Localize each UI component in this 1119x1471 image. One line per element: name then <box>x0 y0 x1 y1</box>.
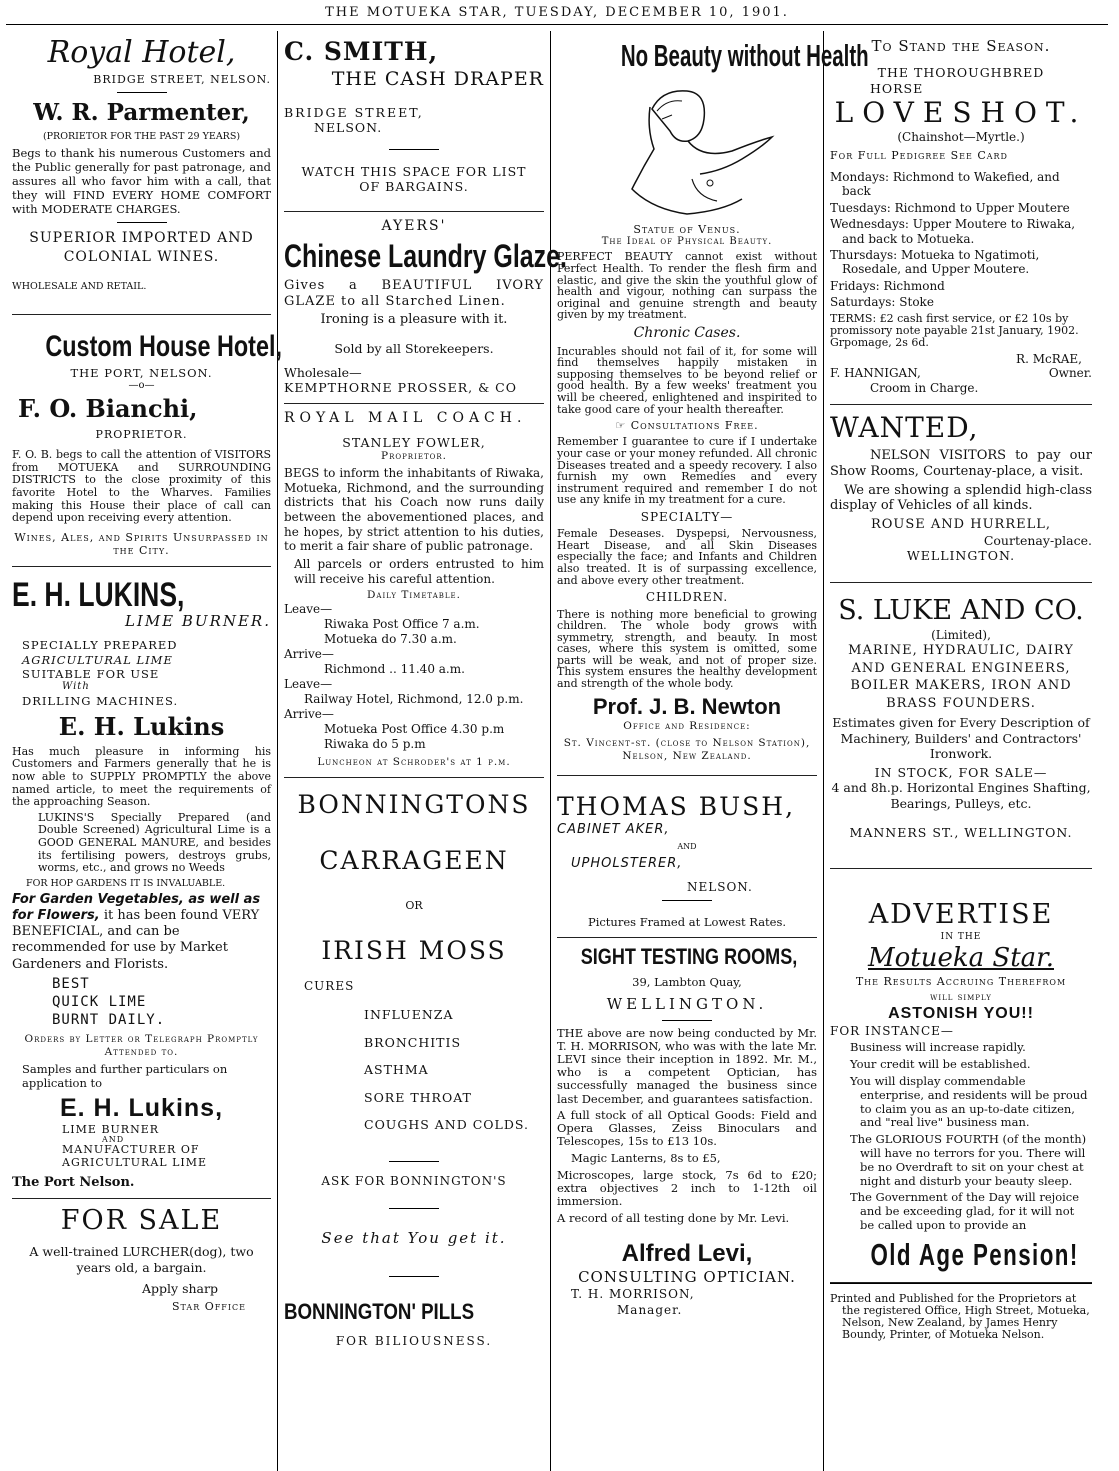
ayers-ironing: Ironing is a pleasure with it. <box>320 311 508 327</box>
royal-hotel-wines: SUPERIOR IMPORTED AND COLONIAL WINES. <box>29 230 254 265</box>
schedule-fridays: Fridays: Richmond <box>830 278 945 293</box>
hand-pointer-icon: ☞ <box>615 419 631 433</box>
sight-title: SIGHT TESTING ROOMS, <box>580 944 798 970</box>
bush-pictures: Pictures Framed at Lowest Rates. <box>587 915 787 930</box>
parmenter-name: W. R. Parmenter, <box>33 99 250 127</box>
wanted-address: Courtenay-place. <box>983 533 1092 549</box>
coach-time-4: Railway Hotel, Richmond, 12.0 p.m. <box>304 692 524 707</box>
column-1 <box>6 31 282 1471</box>
bonnington-or: OR <box>405 898 423 912</box>
lukins-line-4: With <box>62 681 90 693</box>
bonnington-cures: CURES <box>304 978 355 993</box>
bonnington-item-2: BRONCHITIS <box>364 1034 462 1050</box>
lukins-line-1: SPECIALLY PREPARED <box>22 638 178 653</box>
luke-line-3: 4 and 8h.p. Horizontal Engines Shafting, Bearings, Pulleys, etc. <box>831 780 1091 811</box>
column-4 <box>824 31 1098 1471</box>
bonnington-item-1: INFLUENZA <box>364 1007 454 1023</box>
for-sale-apply: Apply sharp <box>142 1280 218 1296</box>
coach-name: STANLEY FOWLER, <box>342 435 486 451</box>
lukins-line-5: DRILLING MACHINES. <box>22 693 179 708</box>
advertise-results: The Results Accruing Therefrom <box>855 974 1067 988</box>
newton-address: St. Vincent-st. (close to Nelson Station), Nelson, New Zealand. <box>563 737 811 762</box>
masthead: THE MOTUEKA STAR, TUESDAY, DECEMBER 10, 1901. <box>6 4 1108 25</box>
loveshot-line-2: HORSE <box>870 80 924 96</box>
sight-testing-ad <box>557 938 817 1326</box>
lukins-orders: Orders by Letter or Telegraph Promptly Attended to. <box>24 1033 259 1059</box>
luke-line-2: Estimates given for Every Description of Machinery, Builders' and Contractors' Ironwork. <box>832 715 1090 761</box>
wanted-city: WELLINGTON. <box>906 548 1016 564</box>
for-sale-body: A well-trained LURCHER(dog), two years old, a bargain. <box>29 1244 254 1275</box>
advertise-will: will simply <box>930 992 992 1004</box>
loveshot-ad <box>830 31 1092 405</box>
smith-watch: WATCH THIS SPACE FOR LIST OF BARGAINS. <box>301 164 527 195</box>
newton-consult: Consultations Free. <box>630 419 759 433</box>
imprint-text: Printed and Published for the Proprietors at the registered Office, High Street, Motueka, Nelson, New Zealand, by James Henry Boundy, Printer, of Motueka Nelson. <box>830 1291 1090 1341</box>
coach-time-1: Riwaka Post Office 7 a.m. <box>324 617 480 632</box>
ayers-body: Gives a BEAUTIFUL IVORY GLAZE to all Starched Linen. <box>284 277 544 309</box>
divider <box>389 149 439 150</box>
divider <box>117 92 167 93</box>
bonnington-title: BONNINGTONS <box>297 789 531 819</box>
newton-title: No Beauty without Health <box>620 38 869 73</box>
bush-line-2: UPHOLSTERER, <box>571 855 683 871</box>
sight-address: 39, Lambton Quay, <box>632 975 742 990</box>
sight-city: WELLINGTON. <box>606 995 768 1014</box>
morrison-name: T. H. MORRISON, <box>571 1286 695 1301</box>
newton-office: Office and Residence: <box>623 720 751 733</box>
levi-role: CONSULTING OPTICIAN. <box>578 1268 796 1287</box>
bonnington-ask: ASK FOR BONNINGTON'S <box>321 1173 507 1188</box>
lukins-body-1: Has much pleasure in informing his Customers and Farmers generally that he is now able to SUPPLY PROMPTLY the above named article, to meet the requirements of the approaching Season. <box>12 744 271 809</box>
bush-ad <box>557 776 817 939</box>
ayers-kempthorne: KEMPTHORNE PROSSER, & CO <box>284 379 517 395</box>
newton-para-1: PERFECT BEAUTY cannot exist without Perfect Health. To render the flesh firm and elastic, and give the skin the youthful glow of health and vigour, nothing can surpass the original and genuine strength and beauty given by my treatment. <box>557 250 817 322</box>
loveshot-owner-role: Owner. <box>1048 366 1092 381</box>
bonnington-see: See that You get it. <box>321 1229 507 1248</box>
lukins-garden-rest: it has been found VERY BENEFICIAL, and can be recommended for use by Market Gardeners and Florists. <box>12 907 260 972</box>
coach-arrive-1: Arrive— <box>284 647 334 662</box>
advertise-item-3: You will display commendable enterprise, and residents will be proud to claim you as an up-to-date citizen, and "real live" business man. <box>850 1074 1088 1130</box>
lukins-name-2: E. H. Lukins, <box>59 1094 224 1123</box>
parmenter-since: (PRORIETOR FOR THE PAST 29 YEARS) <box>42 131 241 143</box>
lukins-body-2: LUKINS'S Specially Prepared (and Double Screened) Agricultural Lime is a GOOD GENERAL MANURE, and besides its fertilising powers, destroys grubs, worms, etc., and grows no Weeds <box>38 810 271 875</box>
loveshot-groom: F. HANNIGAN, <box>830 366 921 381</box>
bonnington-irish-moss: IRISH MOSS <box>321 936 507 966</box>
newton-para-4: Female Deseases. Dyspepsi, Nervousness, Heart Disease, and all Skin Diseases especially the face; and Infants and Children also treated. It is of surpassing excellence, and above every other treatment. <box>557 527 817 587</box>
bush-line-1: CABINET AKER, <box>557 822 670 838</box>
advertise-for-instance: FOR INSTANCE— <box>830 1023 954 1038</box>
smith-title: C. SMITH, <box>284 37 439 66</box>
coach-leave-2: Leave— <box>284 677 333 692</box>
newton-para-2: Incurables should not fail of it, for some will find themselves happily mistaken in supposing themselves to be beyond relief or good health. By a few weeks' treatment you will be cheered, enlightened and inspirited to take good care of your health thereafter. <box>557 344 817 416</box>
ayers-title: Chinese Laundry Glaze. <box>284 237 567 274</box>
levi-name: Alfred Levi, <box>621 1240 753 1268</box>
royal-hotel-trade: WHOLESALE AND RETAIL. <box>12 280 147 292</box>
advertise-item-1: Business will increase rapidly. <box>850 1040 1026 1055</box>
coach-time-5: Motueka Post Office 4.30 p.m <box>324 722 505 737</box>
schedule-tuesdays: Tuesdays: Richmond to Upper Moutere <box>830 200 1070 215</box>
luke-address: MANNERS ST., WELLINGTON. <box>849 824 1073 840</box>
divider <box>389 1276 439 1277</box>
divider <box>117 222 167 223</box>
lukins-line-2: AGRICULTURAL LIME <box>22 652 173 667</box>
advertise-item-5: The Government of the Day will rejoice and be exceeding glad, for it will not be called upon to provide an <box>850 1190 1080 1233</box>
lukins-subtitle: LIME BURNER. <box>124 612 271 631</box>
columns <box>6 31 1108 1471</box>
lukins-best-3: BURNT DAILY. <box>52 1012 166 1029</box>
divider <box>389 1208 439 1209</box>
advertise-in: IN THE <box>940 932 982 943</box>
coach-luncheon: Luncheon at Schroder's at 1 p.m. <box>317 756 511 769</box>
custom-house-title: Custom House Hotel, <box>45 330 282 364</box>
wanted-title: WANTED, <box>830 410 979 444</box>
advertise-title: ADVERTISE <box>868 899 1054 931</box>
custom-house-ad <box>12 315 282 566</box>
mail-coach-ad <box>284 404 544 778</box>
lukins-samples: Samples and further particulars on application to <box>22 1062 228 1091</box>
newton-para-5: There is nothing more beneficial to growing children. The whole body grows with symmetry, strength, and beauty. In most cases, where this system is omitted, some parts will be weak, and not of proper size. This system ensures the healthy development and strength of the whole body. <box>557 607 817 690</box>
divider <box>662 1020 712 1021</box>
bonnington-pills: BONNINGTON' PILLS <box>284 1298 475 1324</box>
coach-parcels: All parcels or orders entrusted to him will receive his careful attention. <box>294 556 544 586</box>
smith-subtitle: THE CASH DRAPER <box>331 67 544 90</box>
column-3 <box>551 31 869 1471</box>
luke-limited: (Limited), <box>931 627 991 642</box>
loveshot-pedigree: (Chainshot—Myrtle.) <box>897 129 1025 144</box>
divider <box>662 900 712 901</box>
sight-para-1: THE above are now being conducted by Mr. T. H. MORRISON, who was with the late Mr. LEVI since their inception in 1892. Mr. M., who is a competent Optician, has successfully managed the business since last December, and guarantees satisfaction. <box>557 1025 817 1106</box>
ayers-wholesale: Wholesale— <box>284 364 362 380</box>
newton-caption-2: The Ideal of Physical Beauty. <box>601 236 773 248</box>
royal-hotel-title: Royal Hotel, <box>47 35 236 70</box>
lukins-footer-2: AND <box>102 1134 125 1144</box>
lukins-footer-1: LIME BURNER <box>62 1122 160 1136</box>
advertise-item-2: Your credit will be established. <box>850 1057 1031 1072</box>
lukins-footer-4: AGRICULTURAL LIME <box>62 1155 208 1169</box>
newton-chronic: Chronic Cases. <box>633 324 741 341</box>
ayers-top: AYERS' <box>381 217 447 234</box>
wanted-para-1: NELSON VISITORS to pay our Show Rooms, Courtenay-place, a visit. <box>830 447 1092 479</box>
for-sale-office: Star Office <box>172 1300 246 1314</box>
ayers-sold: Sold by all Storekeepers. <box>334 341 494 357</box>
lukins-name: E. H. Lukins <box>58 712 225 742</box>
loveshot-owner: R. McRAE, <box>1016 351 1082 366</box>
coach-time-3: Richmond .. 11.40 a.m. <box>324 662 465 677</box>
lukins-best-2: QUICK LIME <box>52 994 147 1011</box>
wanted-para-2: We are showing a splendid high-class display of Vehicles of all kinds. <box>830 482 1092 514</box>
custom-house-wines: Wines, Ales, and Spirits Unsurpassed in the City. <box>14 530 269 558</box>
luke-ad <box>830 583 1092 870</box>
newton-specialty: SPECIALTY— <box>640 509 734 524</box>
sight-para-5: A record of all testing done by Mr. Levi. <box>557 1211 790 1226</box>
custom-house-address: THE PORT, NELSON. <box>70 366 213 381</box>
imprint <box>830 1283 1092 1352</box>
lukins-garden: For Garden Vegetables, as well as for Flowers, <box>12 891 261 923</box>
lukins-line-3: SUITABLE FOR USE <box>22 667 160 682</box>
luke-title: S. LUKE AND CO. <box>838 594 1084 626</box>
coach-role: Proprietor. <box>381 450 447 463</box>
for-sale-ad <box>12 1199 271 1321</box>
lukins-best-1: BEST <box>52 975 90 992</box>
column-2 <box>278 31 567 1471</box>
bianchi-name: F. O. Bianchi, <box>18 394 198 424</box>
advertise-pension: Old Age Pension! <box>870 1236 1079 1272</box>
smith-address-1: BRIDGE STREET, <box>284 104 424 120</box>
loveshot-top: To Stand the Season. <box>871 37 1051 55</box>
bonnington-biliousness: FOR BILIOUSNESS. <box>335 1333 493 1348</box>
coach-timetable: Daily Timetable. <box>366 589 462 602</box>
coach-time-6: Riwaka do 5 p.m <box>324 737 426 752</box>
smith-ad <box>284 31 544 212</box>
lukins-hop: FOR HOP GARDENS IT IS INVALUABLE. <box>26 878 226 890</box>
sight-para-2: A full stock of all Optical Goods: Field and Opera Glasses, Zeiss Binoculars and Telescopes, 15s to £13 10s. <box>557 1107 817 1149</box>
sight-para-4: Microscopes, large stock, 7s 6d to £20; extra objectives 2 inch to 1-12th oil immersion. <box>557 1167 817 1208</box>
royal-hotel-ad <box>12 31 271 315</box>
newton-ad <box>557 31 869 776</box>
coach-time-2: Motueka do 7.30 a.m. <box>324 632 457 647</box>
sight-para-3: Magic Lanterns, 8s to £5, <box>571 1151 721 1166</box>
newton-caption-1: Statue of Venus. <box>633 222 741 236</box>
bonnington-item-4: SORE THROAT <box>364 1089 472 1105</box>
schedule-mondays: Mondays: Richmond to Wakefied, and back <box>830 169 1060 199</box>
bonnington-item-3: ASTHMA <box>364 1062 429 1078</box>
newton-para-3: Remember I guarantee to cure if I undertake your case or your money refunded. All chronic Diseases treated and a speedy recovery. I also furnish my own Remedies and every instrument required and remember I do not use any knife in my treatment for a cure. <box>557 435 817 507</box>
wanted-ad <box>830 405 1092 583</box>
lukins-port: The Port Nelson. <box>12 1174 135 1190</box>
divider <box>389 1161 439 1162</box>
bush-town: NELSON. <box>687 879 753 894</box>
morrison-role: Manager. <box>617 1303 683 1318</box>
lukins-footer-3: MANUFACTURER OF <box>62 1143 200 1157</box>
loveshot-line-1: THE THOROUGHBRED <box>877 65 1045 81</box>
schedule-thursdays: Thursdays: Motueka to Ngatimoti, Rosedale, and Upper Moutere. <box>830 247 1040 277</box>
loveshot-card: For Full Pedigree See Card <box>830 148 1008 162</box>
royal-hotel-address: BRIDGE STREET, NELSON. <box>93 73 271 86</box>
custom-house-body: F. O. B. begs to call the attention of VISITORS from MOTUEKA and SURROUNDING DISTRICTS to the close proximity of this favorite Hotel to the Wharves. Families making this House their place of call can depend upon receiving every attention. <box>12 447 271 525</box>
newton-children: CHILDREN. <box>645 590 729 605</box>
newton-name: Prof. J. B. Newton <box>592 693 782 719</box>
lukins-title: E. H. LUKINS, <box>12 575 185 614</box>
luke-stock: IN STOCK, FOR SALE— <box>874 765 1048 781</box>
advertise-item-4: The GLORIOUS FOURTH (of the month) will have no terrors for you. There will be no Overdraft to sit on your chest at night and disturb your beauty sleep. <box>850 1132 1087 1188</box>
bonnington-item-5: COUGHS AND COLDS. <box>364 1117 529 1133</box>
venus-statue-illustration <box>592 79 782 219</box>
lukins-ad <box>12 567 271 1200</box>
bonnington-carrageen: CARRAGEEN <box>319 846 509 876</box>
coach-arrive-2: Arrive— <box>284 707 334 722</box>
bush-title: THOMAS BUSH, <box>557 791 796 821</box>
wanted-name: ROUSE AND HURRELL, <box>870 517 1051 533</box>
loveshot-terms: TERMS: £2 cash first service, or £2 10s by promissory note payable 21st January, 1902. Grpomage, 2s 6d. <box>830 311 1079 349</box>
loveshot-groom-role: Croom in Charge. <box>870 381 979 396</box>
bianchi-role: PROPRIETOR. <box>95 427 188 441</box>
luke-line-1: MARINE, HYDRAULIC, DAIRY AND GENERAL ENGINEERS, BOILER MAKERS, IRON AND BRASS FOUNDERS. <box>848 643 1074 711</box>
royal-hotel-body: Begs to thank his numerous Customers and the Public generally for past patronage, and assures all who favor him with a call, that they will FIND EVERY HOME COMFORT with MODERATE CHARGES. <box>12 146 271 217</box>
coach-leave-1: Leave— <box>284 602 333 617</box>
for-sale-title: FOR SALE <box>60 1205 223 1237</box>
separator: —o— <box>128 380 155 392</box>
bonnington-ad <box>284 778 544 1356</box>
loveshot-name: LOVESHOT. <box>834 95 1088 129</box>
advertise-paper: Motueka Star. <box>868 943 1054 974</box>
bush-and: AND <box>677 842 697 852</box>
smith-address-2: NELSON. <box>314 119 383 135</box>
ayers-ad <box>284 212 567 404</box>
advertise-ad <box>830 869 1092 1283</box>
schedule-wednesdays: Wednesdays: Upper Moutere to Riwaka, and back to Motueka. <box>830 217 1076 246</box>
coach-title: ROYAL MAIL COACH. <box>284 410 527 427</box>
coach-body: BEGS to inform the inhabitants of Riwaka, Motueka, Richmond, and the surrounding districts that his Coach now runs daily between the abovementioned places, and he hopes, by strict attention to his duties, to merit a fair share of public patronage. <box>284 466 544 554</box>
schedule-saturdays: Saturdays: Stoke <box>830 295 934 310</box>
advertise-astonish: ASTONISH YOU!! <box>888 1005 1034 1023</box>
